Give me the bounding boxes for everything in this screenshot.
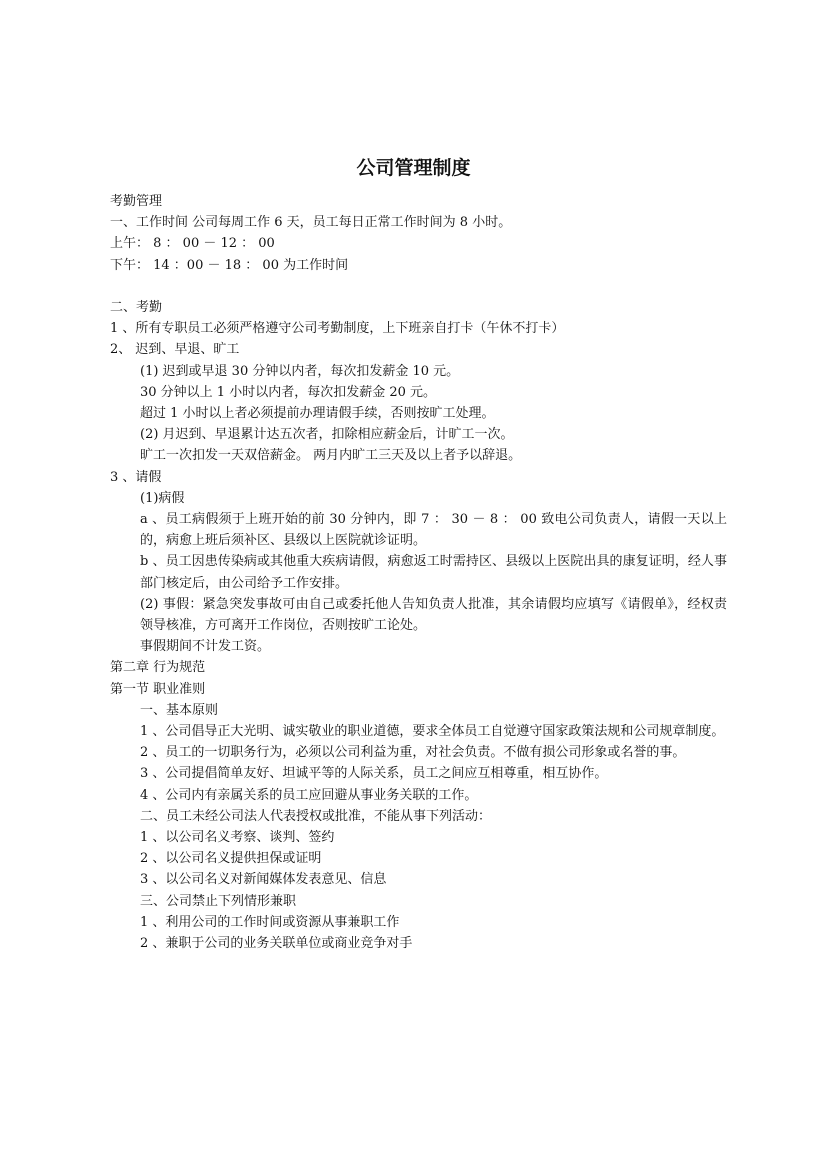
late-rule-2: 30 分钟以上 1 小时以内者，每次扣发薪金 20 元。 [140,384,437,400]
personal-leave-pay: 事假期间不计发工资。 [140,639,271,655]
document-body [110,191,727,954]
afternoon-hours-line: 下午： 14 ：00 － 18 ： 00 为工作时间 [110,257,349,273]
absence-rule: 旷工一次扣发一天双倍薪金。 两月内旷工三天及以上者予以辞退。 [140,448,522,464]
late-rule-1: (1) 迟到或早退 30 分钟以内者，每次扣发薪金 10 元。 [140,363,460,379]
document-title: 公司管理制度 [356,157,471,179]
leave-heading: 3 、请假 [110,469,162,485]
authorization-item-3: 3 、以公司名义对新闻媒体发表意见、信息 [140,872,387,888]
attendance-rule-1: 1 、所有专职员工必须严格遵守公司考勤制度，上下班亲自打卡（午休不打卡） [110,321,565,337]
section-heading-attendance: 考勤管理 [110,194,163,209]
part-time-heading: 三、公司禁止下列情形兼职 [140,893,297,909]
work-hours-line: 一、工作时间 公司每周工作 6 天，员工每日正常工作时间为 8 小时。 [110,215,512,231]
authorization-heading: 二、员工未经公司法人代表授权或批准，不能从事下列活动： [140,808,492,824]
authorization-item-2: 2 、以公司名义提供担保或证明 [140,851,322,867]
morning-hours-line: 上午： 8 ： 00 － 12 ： 00 [110,236,275,252]
part-time-item-1: 1 、利用公司的工作时间或资源从事兼职工作 [140,914,400,930]
late-rule-4: (2) 月迟到、早退累计达五次者，扣除相应薪金后，计旷工一次。 [140,427,514,443]
sick-leave-rule-a: a 、员工病假须于上班开始的前 30 分钟内，即 7 ： 30 － 8 ： 00 致电公司负责人，请假一天以上的，病愈上班后须补区、县级以上医院就诊证明。 [140,512,727,549]
sick-leave-rule-b: b 、员工因患传染病或其他重大疾病请假，病愈返工时需持区、县级以上医院出具的康复证明，经人事部门核定后，由公司给予工作安排。 [140,554,727,591]
personal-leave-rule: (2) 事假：紧急突发事故可由自己或委托他人告知负责人批准，其余请假均应填写《请假单》，经权责领导核准，方可离开工作岗位，否则按旷工论处。 [140,596,727,634]
principles-heading: 一、基本原则 [140,702,219,718]
section-heading: 第一节 职业准则 [110,681,206,697]
part-time-item-2: 2 、兼职于公司的业务关联单位或商业竞争对手 [140,936,413,952]
principle-2: 2 、员工的一切职务行为，必须以公司利益为重，对社会负责。不做有损公司形象或名誉的事。 [140,745,686,761]
chapter-heading: 第二章 行为规范 [110,660,206,676]
principle-3: 3 、公司提倡简单友好、坦诚平等的人际关系，员工之间应互相尊重，相互协作。 [140,766,608,782]
blank-line [110,276,727,297]
attendance-heading: 二、考勤 [110,300,163,315]
principle-4: 4 、公司内有亲属关系的员工应回避从事业务关联的工作。 [140,787,478,803]
principle-1: 1 、公司倡导正大光明、诚实敬业的职业道德，要求全体员工自觉遵守国家政策法规和公司规章制度。 [140,724,725,740]
sick-leave-heading: (1)病假 [140,490,185,506]
authorization-item-1: 1 、以公司名义考察、谈判、签约 [140,830,335,846]
late-rule-3: 超过 1 小时以上者必须提前办理请假手续，否则按旷工处理。 [140,406,495,422]
attendance-rule-2: 2、 迟到、早退、旷工 [110,342,240,358]
